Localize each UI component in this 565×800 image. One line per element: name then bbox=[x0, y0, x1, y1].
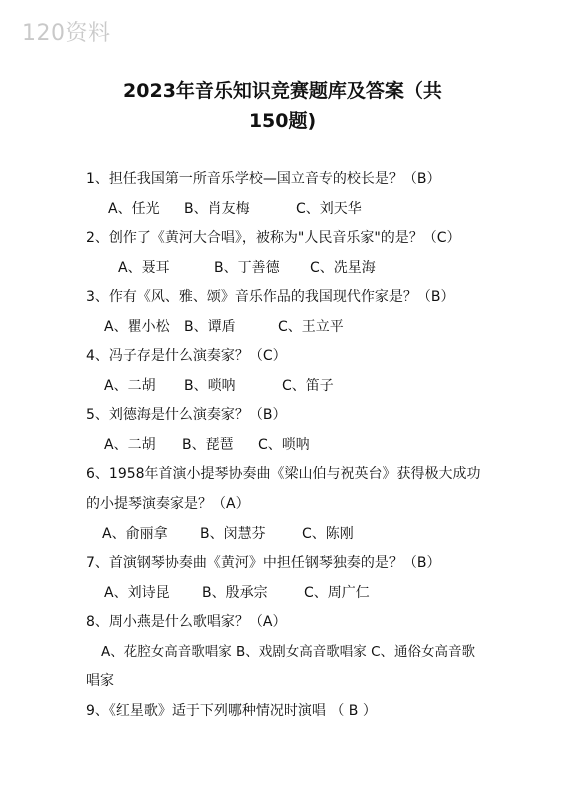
question-3-options bbox=[104, 317, 344, 337]
option-a: A、任光 bbox=[108, 201, 160, 217]
question-6-line2: 的小提琴演奏家是？（A） bbox=[86, 496, 250, 512]
question-5-options bbox=[104, 435, 310, 455]
question-7: 7、首演钢琴协奏曲《黄河》中担任钢琴独奏的是？（B） bbox=[86, 555, 441, 571]
option-b: B、琵琶 bbox=[182, 437, 234, 453]
option-c: C、冼星海 bbox=[310, 260, 376, 276]
question-2-options bbox=[118, 258, 376, 278]
option-c: C、王立平 bbox=[278, 319, 344, 335]
question-5: 5、刘德海是什么演奏家？（B） bbox=[86, 407, 287, 423]
question-9: 9、《红星歌》适于下列哪种情况时演唱 （ B ） bbox=[86, 703, 377, 719]
question-6-line1: 6、1958年首演小提琴协奏曲《梁山伯与祝英台》获得极大成功 bbox=[86, 466, 481, 482]
option-c: C、唢呐 bbox=[258, 437, 310, 453]
question-4: 4、冯子存是什么演奏家？（C） bbox=[86, 348, 287, 364]
question-8-options-line1: A、花腔女高音歌唱家 B、戏剧女高音歌唱家 C、通俗女高音歌 bbox=[101, 644, 476, 660]
question-2: 2、创作了《黄河大合唱》，被称为"人民音乐家"的是？（C） bbox=[86, 230, 461, 246]
option-b: B、肖友梅 bbox=[184, 201, 250, 217]
option-c: C、陈刚 bbox=[302, 526, 354, 542]
option-a: A、俞丽拿 bbox=[102, 526, 168, 542]
option-a: A、二胡 bbox=[104, 437, 156, 453]
option-b: B、唢呐 bbox=[184, 378, 236, 394]
option-a: A、刘诗昆 bbox=[104, 585, 170, 601]
option-b: B、闵慧芬 bbox=[200, 526, 266, 542]
option-a: A、二胡 bbox=[104, 378, 156, 394]
option-a: A、瞿小松 bbox=[104, 319, 170, 335]
option-b: B、丁善德 bbox=[214, 260, 280, 276]
option-c: C、笛子 bbox=[282, 378, 334, 394]
document-title-line1: 2023年音乐知识竞赛题库及答案（共 bbox=[123, 80, 442, 102]
question-4-options bbox=[104, 376, 334, 396]
question-1: 1、担任我国第一所音乐学校—国立音专的校长是？（B） bbox=[86, 171, 441, 187]
option-c: C、刘天华 bbox=[296, 201, 362, 217]
watermark: 120资料 bbox=[22, 21, 111, 46]
document-title-line2: 150题) bbox=[248, 110, 317, 132]
option-a: A、聂耳 bbox=[118, 260, 170, 276]
question-7-options bbox=[104, 583, 370, 603]
question-1-options bbox=[108, 199, 362, 219]
question-8-options-line2: 唱家 bbox=[86, 673, 114, 689]
option-b: B、殷承宗 bbox=[202, 585, 268, 601]
question-8: 8、周小燕是什么歌唱家？（A） bbox=[86, 614, 287, 630]
option-b: B、谭盾 bbox=[184, 319, 236, 335]
question-6-options bbox=[102, 524, 354, 544]
question-3: 3、作有《风、雅、颂》音乐作品的我国现代作家是？（B） bbox=[86, 289, 455, 305]
option-c: C、周广仁 bbox=[304, 585, 370, 601]
